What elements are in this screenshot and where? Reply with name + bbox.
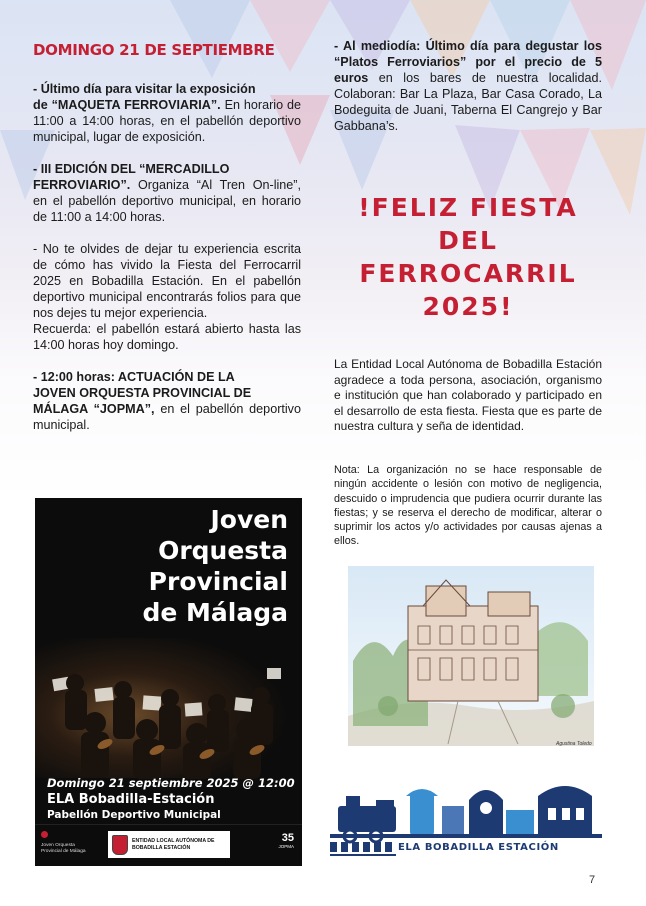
fiesta-line: DEL	[438, 226, 498, 255]
item-jopma-text: en el pabellón deportivo municipal.	[33, 402, 301, 432]
item-experiencia-text2: Recuerda: el pabellón estará abierto hasta las 14:00 horas hoy domingo.	[33, 322, 301, 352]
poster-title-line: de Málaga	[142, 598, 288, 627]
fiesta-line: FERROCARRIL	[359, 259, 577, 288]
poster-title	[142, 504, 288, 628]
fiesta-greeting	[337, 191, 599, 323]
section-heading: DOMINGO 21 DE SEPTIEMBRE	[33, 41, 275, 59]
item-platos-bold: - Al mediodía: Último día para degustar los “Platos Ferroviarios” por el precio de 5 euros	[334, 39, 602, 85]
item-mercadillo-bold-2: FERROVIARIO”.	[33, 178, 131, 192]
fiesta-line: !FELIZ FIESTA	[358, 193, 578, 222]
item-mercadillo-text: Organiza “Al Tren On-line”, en el pabellón deportivo municipal, en horario de 11:00 a 14:00 horas.	[33, 178, 301, 224]
poster-place: ELA Bobadilla-Estación	[47, 792, 215, 807]
item-jopma	[33, 369, 301, 433]
poster-title-line: Provincial	[148, 567, 288, 596]
item-experiencia-text: - No te olvides de dejar tu experiencia escrita de cómo has vivido la Fiesta del Ferrocarril 2025 en Bobadilla Estación. En el pabellón deportivo municipal encontrarás folios para que nos dejes tu mejor experiencia.	[33, 242, 301, 320]
anniversary-number: 35	[281, 832, 294, 844]
item-maqueta	[33, 81, 301, 145]
station-sketch	[348, 566, 594, 746]
anniversary-label: JOPMA	[278, 844, 294, 849]
item-jopma-bold-2: JOVEN ORQUESTA PROVINCIAL DE	[33, 386, 252, 400]
thanks-paragraph: La Entidad Local Autónoma de Bobadilla Estación agradece a toda persona, asociación, organismo e institución que han colaborado y participado en el desarrollo de esta fiesta. Fiesta que es parte de nuestra cultura y seña de identidad.	[334, 357, 602, 433]
item-maqueta-text: En horario de 11:00 a 14:00 horas, en el pabellón deportivo municipal, lugar de exposición.	[33, 98, 301, 144]
item-platos	[334, 38, 602, 134]
right-column	[334, 38, 602, 150]
item-maqueta-bold-1: - Último día para visitar la exposición	[33, 82, 256, 96]
item-mercadillo-bold-1: - III EDICIÓN DEL “MERCADILLO	[33, 162, 230, 176]
item-platos-text: en los bares de nuestra localidad. Colaboran: Bar La Plaza, Bar Casa Corado, La Bodeguita de Juani, Taberna El Cangrejo y Bar Gabbana’s.	[334, 71, 602, 133]
disclaimer-note: Nota: La organización no se hace responsable de ningún accidente o lesión con motivo de negligencia, descuido o imprudencia que pudiera ocurrir durante las fiestas; y se reserva el derecho de modificar, alterar o suprimir los actos y/o actividades por causas ajenas a ellos.	[334, 464, 602, 548]
item-jopma-bold-1: - 12:00 horas: ACTUACIÓN DE LA	[33, 370, 235, 384]
anniversary-logo	[278, 833, 294, 850]
jopma-logo	[41, 831, 87, 855]
ela-badge	[108, 831, 230, 858]
poster-venue: Pabellón Deportivo Municipal	[47, 809, 221, 821]
page-number: 7	[589, 874, 596, 886]
concert-poster	[35, 498, 302, 866]
poster-footer	[35, 824, 302, 866]
ela-badge-text: ENTIDAD LOCAL AUTÓNOMA DE BOBADILLA ESTACIÓN	[132, 837, 215, 851]
coat-of-arms-icon	[112, 835, 128, 855]
left-column	[33, 41, 301, 449]
item-jopma-bold-3: MÁLAGA “JOPMA”,	[33, 402, 155, 416]
item-mercadillo	[33, 161, 301, 225]
poster-info	[47, 776, 297, 822]
poster-title-line: Orquesta	[158, 536, 288, 565]
item-experiencia	[33, 241, 301, 353]
poster-title-line: Joven	[210, 505, 288, 534]
jopma-logo-icon	[41, 831, 48, 838]
item-maqueta-bold-2: de “MAQUETA FERROVIARIA”.	[33, 98, 221, 112]
poster-date: Domingo 21 septiembre 2025 @ 12:00	[47, 776, 295, 790]
fiesta-line: 2025!	[422, 292, 514, 321]
sketch-signature: Agustina Toledo	[556, 741, 592, 747]
jopma-logo-text: Joven Orquesta Provincial de Málaga	[41, 843, 86, 854]
logo-text: ELA BOBADILLA ESTACIÓN	[398, 842, 559, 853]
